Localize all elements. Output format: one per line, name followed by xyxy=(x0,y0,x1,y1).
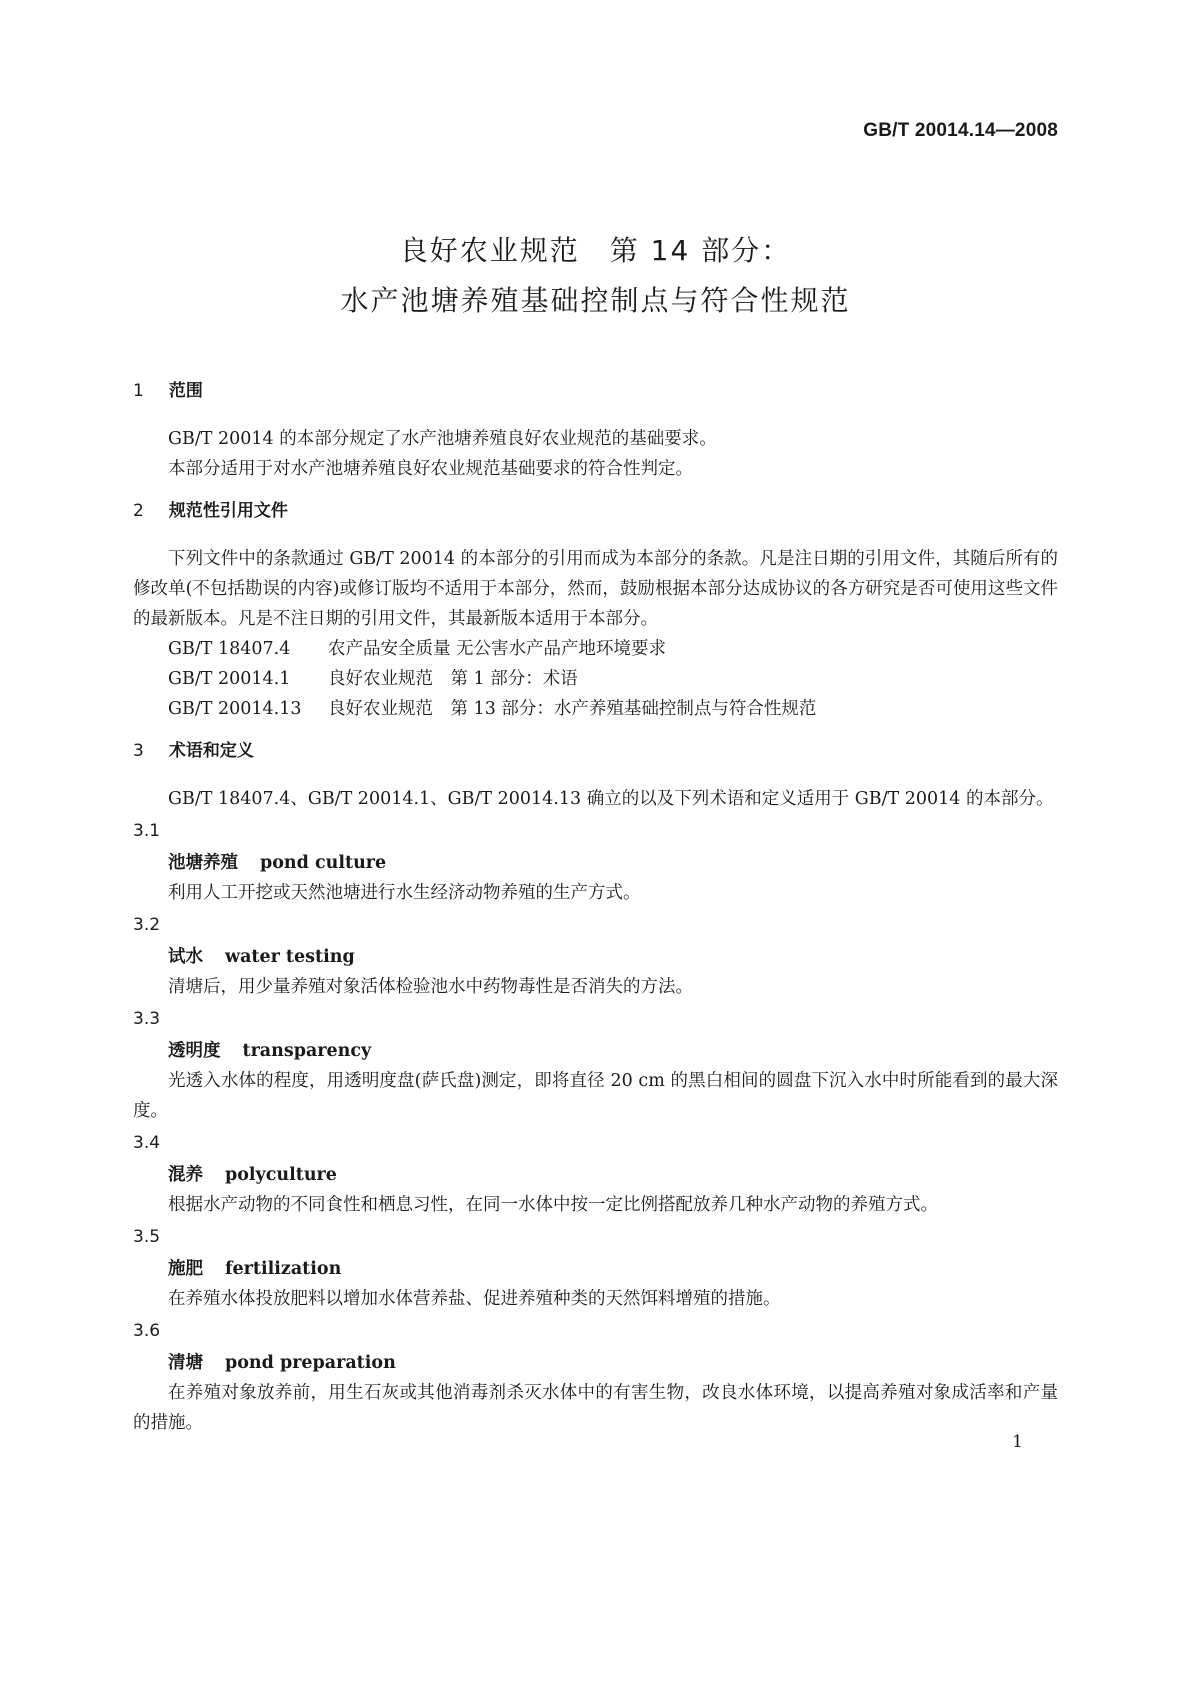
term-definition: 根据水产动物的不同食性和栖息习性，在同一水体中按一定比例搭配放养几种水产动物的养殖方式。 xyxy=(168,1195,938,1215)
reference-item xyxy=(133,694,1058,724)
term-entry xyxy=(133,1004,1058,1126)
term-zh: 透明度 xyxy=(168,1041,221,1061)
reference-item xyxy=(133,634,1058,664)
term-zh: 混养 xyxy=(168,1165,203,1185)
term-name xyxy=(133,848,1058,878)
reference-title: 农产品安全质量 无公害水产品产地环境要求 xyxy=(328,639,667,659)
term-en: water testing xyxy=(225,947,355,967)
term-name xyxy=(133,1254,1058,1284)
reference-code: GB/T 20014.13 xyxy=(168,699,302,719)
term-entry xyxy=(133,910,1058,1002)
page-number: 1 xyxy=(1012,1432,1023,1452)
term-definition: 清塘后，用少量养殖对象活体检验池水中药物毒性是否消失的方法。 xyxy=(168,977,693,997)
normative-references-intro: 下列文件中的条款通过 GB/T 20014 的本部分的引用而成为本部分的条款。凡是注日期的引用文件，其随后所有的修改单(不包括勘误的内容)或修订版均不适用于本部分，然而，鼓励根据本部分达成协议的各方研究是否可使用这些文件的最新版本。凡是不注日期的引用文件，其最新版本适用于本部分。 xyxy=(133,549,1058,629)
term-entry xyxy=(133,1128,1058,1220)
term-name xyxy=(133,1348,1058,1378)
term-number: 3.2 xyxy=(133,915,161,935)
section-title: 术语和定义 xyxy=(168,741,254,761)
term-name xyxy=(133,1160,1058,1190)
term-name xyxy=(133,942,1058,972)
section-number: 1 xyxy=(133,381,144,401)
reference-item xyxy=(133,664,1058,694)
section-1-heading xyxy=(133,376,1058,406)
term-number: 3.1 xyxy=(133,821,161,841)
reference-code: GB/T 20014.1 xyxy=(168,669,291,689)
term-zh: 清塘 xyxy=(168,1353,203,1373)
term-number: 3.3 xyxy=(133,1009,161,1029)
term-entry xyxy=(133,1222,1058,1314)
reference-title: 良好农业规范 第 13 部分：水产养殖基础控制点与符合性规范 xyxy=(328,699,817,719)
term-en: pond culture xyxy=(260,853,387,873)
term-number: 3.6 xyxy=(133,1321,161,1341)
term-en: transparency xyxy=(242,1041,372,1061)
term-number: 3.4 xyxy=(133,1133,161,1153)
term-entry xyxy=(133,816,1058,908)
section-3-heading xyxy=(133,736,1058,766)
term-en: polyculture xyxy=(225,1165,337,1185)
term-entry xyxy=(133,1316,1058,1438)
scope-paragraph: 本部分适用于对水产池塘养殖良好农业规范基础要求的符合性判定。 xyxy=(168,459,693,479)
standard-code: GB/T 20014.14—2008 xyxy=(863,120,1058,141)
term-number: 3.5 xyxy=(133,1227,161,1247)
section-title: 范围 xyxy=(168,381,203,401)
term-definition: 在养殖对象放养前，用生石灰或其他消毒剂杀灭水体中的有害生物，改良水体环境，以提高养殖对象成活率和产量的措施。 xyxy=(133,1383,1058,1433)
document-title xyxy=(0,226,1191,326)
term-en: fertilization xyxy=(225,1259,342,1279)
section-number: 3 xyxy=(133,741,144,761)
term-name xyxy=(133,1036,1058,1066)
term-definition: 在养殖水体投放肥料以增加水体营养盐、促进养殖种类的天然饵料增殖的措施。 xyxy=(168,1289,781,1309)
section-title: 规范性引用文件 xyxy=(168,501,288,521)
term-definition: 利用人工开挖或天然池塘进行水生经济动物养殖的生产方式。 xyxy=(168,883,641,903)
title-line-1: 良好农业规范 第 14 部分： xyxy=(399,234,792,267)
section-2-heading xyxy=(133,496,1058,526)
reference-title: 良好农业规范 第 1 部分：术语 xyxy=(328,669,578,689)
document-body xyxy=(133,370,1058,1440)
term-zh: 施肥 xyxy=(168,1259,203,1279)
term-en: pond preparation xyxy=(225,1353,396,1373)
scope-paragraph: GB/T 20014 的本部分规定了水产池塘养殖良好农业规范的基础要求。 xyxy=(168,429,717,449)
terms-intro: GB/T 18407.4、GB/T 20014.1、GB/T 20014.13 确立的以及下列术语和定义适用于 GB/T 20014 的本部分。 xyxy=(168,789,1054,809)
section-number: 2 xyxy=(133,501,144,521)
title-line-2: 水产池塘养殖基础控制点与符合性规范 xyxy=(340,284,851,317)
term-definition: 光透入水体的程度，用透明度盘(萨氏盘)测定，即将直径 20 cm 的黑白相间的圆盘下沉入水中时所能看到的最大深度。 xyxy=(133,1071,1058,1121)
term-zh: 试水 xyxy=(168,947,203,967)
term-zh: 池塘养殖 xyxy=(168,853,238,873)
reference-code: GB/T 18407.4 xyxy=(168,639,291,659)
